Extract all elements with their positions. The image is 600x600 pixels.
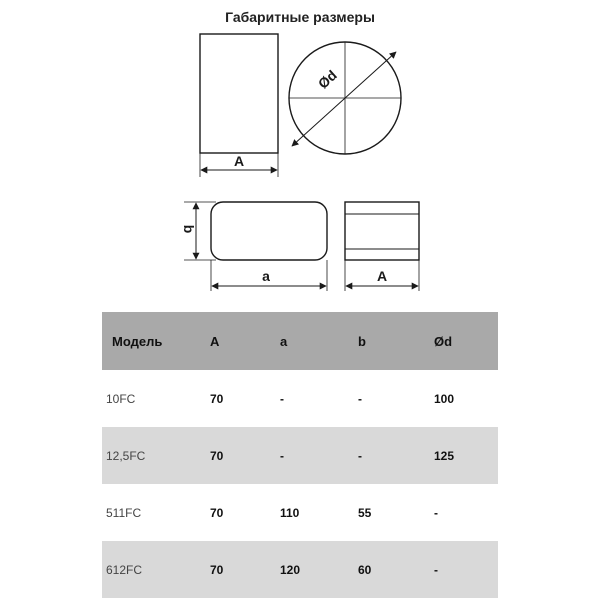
dim-label-A-rect: A [376, 268, 388, 284]
cell-model: 612FC [106, 562, 143, 577]
rect-duct-front-view [181, 202, 327, 291]
cell-model: 511FC [106, 505, 142, 520]
cell-model: 12,5FC [106, 448, 146, 463]
cell-model: 10FC [106, 391, 136, 406]
table-row [102, 370, 498, 427]
cell-diameter: - [434, 562, 438, 577]
header-b: b [358, 333, 366, 349]
cell-A: 70 [210, 448, 224, 463]
spec-table [102, 312, 498, 598]
header-A: A [210, 333, 220, 349]
round-duct-side-view [200, 34, 278, 177]
dim-label-diameter: Ød [314, 66, 340, 92]
cell-b: - [358, 391, 362, 406]
cell-diameter: 125 [434, 448, 455, 463]
table-row [102, 427, 498, 484]
cell-a: - [280, 448, 284, 463]
table-header-row [102, 312, 498, 370]
cell-a: 110 [280, 505, 300, 520]
rect-duct-side-view [345, 202, 419, 291]
cell-diameter: - [434, 505, 438, 520]
cell-a: 120 [280, 562, 301, 577]
cell-A: 70 [210, 505, 224, 520]
cell-b: 60 [358, 562, 372, 577]
cell-A: 70 [210, 391, 224, 406]
table-row [102, 541, 498, 598]
cell-A: 70 [210, 562, 224, 577]
dim-label-b: b [181, 224, 197, 234]
round-duct-front-view [289, 42, 401, 154]
table-row [102, 484, 498, 541]
dim-label-a: a [262, 268, 270, 284]
cell-b: 55 [358, 505, 372, 520]
cell-diameter: 100 [434, 391, 455, 406]
header-model: Модель [112, 333, 163, 349]
header-a: a [280, 333, 288, 349]
cell-b: - [358, 448, 362, 463]
cell-a: - [280, 391, 284, 406]
dim-label-A-round: A [233, 153, 245, 169]
page-title: Габаритные размеры [225, 9, 375, 25]
header-diameter: Ød [434, 333, 453, 349]
